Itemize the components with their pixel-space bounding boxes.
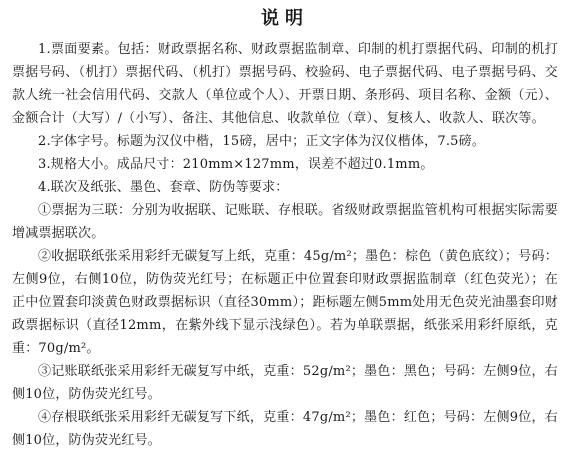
- paragraph-accounting-copy: ③记账联纸张采用彩纤无碳复写中纸，克重：52g/m²；墨色：黑色；号码：左侧9位，右侧10位，防伪荧光红号。: [12, 364, 558, 402]
- paragraph-ticket-elements: 1.票面要素。包括：财政票据名称、财政票据监制章、印制的机打票据代码、印制的机打票据号码、（机打）票据代码、（机打）票据号码、校验码、电子票据代码、电子票据号码、交款人统一社会信用代码、交款人（单位或个人）、开票日期、条形码、项目名称、金额（元）、金额合计（大写）/（小写）、备注、其他信息、收款单位（章）、复核人、收款人、联次等。: [12, 42, 558, 126]
- document-title: 说明: [261, 8, 309, 29]
- paragraph-three-copies: ①票据为三联：分别为收据联、记账联、存根联。省级财政票据监管机构可根据实际需要增减票据联次。: [12, 203, 558, 241]
- paragraph-stub-copy: ④存根联纸张采用彩纤无碳复写下纸，克重：47g/m²；墨色：红色；号码：左侧9位，右侧10位，防伪荧光红号。: [12, 410, 558, 448]
- paragraph-copies-requirements: 4.联次及纸张、墨色、套章、防伪等要求：: [38, 180, 289, 195]
- paragraph-receipt-copy: ②收据联纸张采用彩纤无碳复写上纸，克重：45g/m²；墨色：棕色（黄色底纹）；号码：左侧9位，右侧10位，防伪荧光红号；在标题正中位置套印财政票据监制章（红色荧光）；在正中位置套印淡黄色财政票据标识（直径30mm）；距标题左侧5mm处用无色荧光油墨套印财政票据标识（直径12mm，在紫外线下显示浅绿色）。若为单联票据，纸张采用彩纤原纸，克重：70g/m²。: [12, 249, 558, 356]
- paragraph-dimensions: 3.规格大小。成品尺寸：210mm×127mm，误差不超过0.1mm。: [38, 157, 434, 172]
- paragraph-font-size: 2.字体字号。标题为汉仪中楷，15磅，居中；正文字体为汉仪楷体，7.5磅。: [38, 134, 486, 149]
